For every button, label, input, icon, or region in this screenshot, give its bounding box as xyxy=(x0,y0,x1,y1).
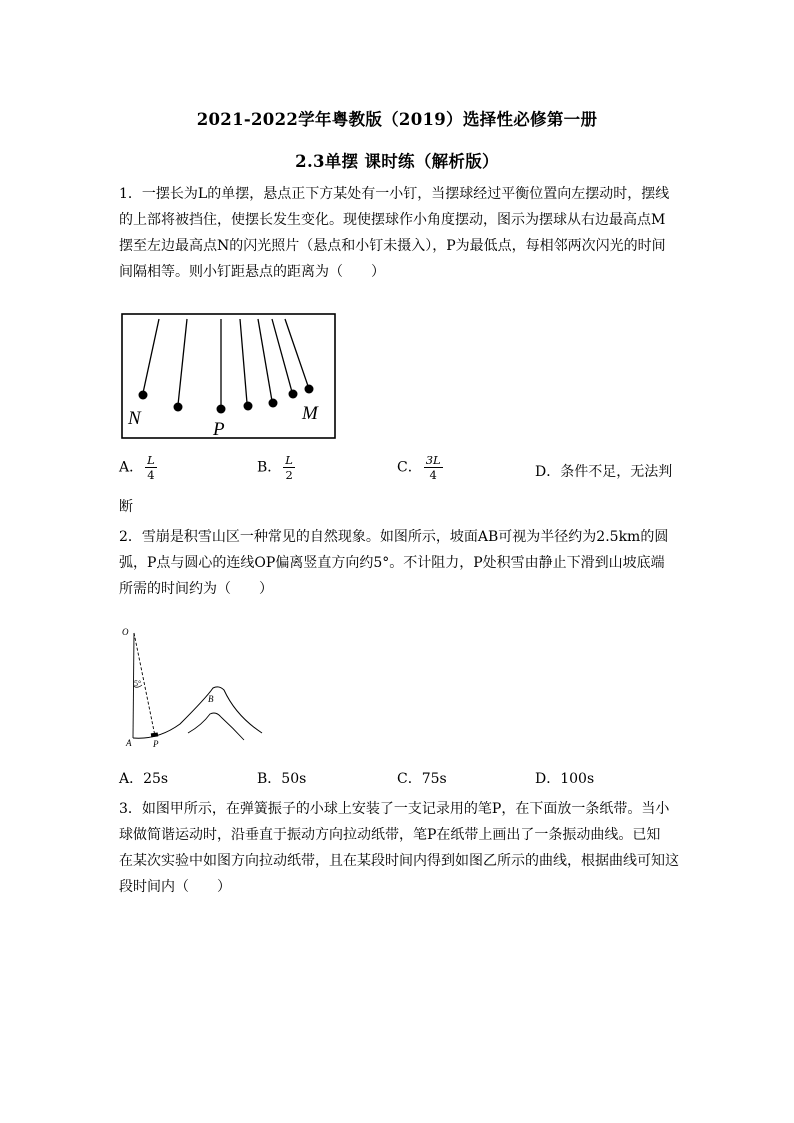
slope-surface xyxy=(133,687,262,738)
label-p: P xyxy=(153,739,159,749)
option-b[interactable]: B． $\frac{L}{2}$ xyxy=(257,453,293,482)
question-1-line: 间隔相等。则小钉距悬点的距离为（ ） xyxy=(119,264,385,280)
fraction: $\frac{L}{4}$ xyxy=(147,453,155,482)
pendulum-bob xyxy=(269,399,278,408)
label-p: P xyxy=(213,419,225,440)
option-c[interactable]: C． $\frac{3L}{4}$ xyxy=(397,453,441,482)
question-1-line: 1．一摆长为L的单摆，悬点正下方某处有一小钉，当摆球经过平衡位置向左摆动时，摆线 xyxy=(119,186,670,202)
label-a: A xyxy=(126,738,132,748)
label-o: O xyxy=(122,627,129,637)
question-1-line: 的上部将被挡住，使摆长发生变化。现使摆球作小角度摆动，图示为摆球从右边最高点M xyxy=(119,212,666,228)
question-2-line: 所需的时间约为（ ） xyxy=(119,581,273,597)
pendulum-bob xyxy=(217,405,226,414)
pendulum-figure xyxy=(120,312,338,440)
pendulum-bob xyxy=(289,390,298,399)
question-1 xyxy=(119,181,679,285)
fraction: $\frac{3L}{4}$ xyxy=(425,453,441,482)
question-3-line: 在某次实验中如图方向拉动纸带，且在某段时间内得到如图乙所示的曲线，根据曲线可知这 xyxy=(119,853,679,869)
pendulum-bob xyxy=(305,385,314,394)
pendulum-string xyxy=(240,319,247,403)
option-d[interactable]: D．条件不足，无法判 xyxy=(535,464,673,480)
pendulum-string xyxy=(178,319,187,405)
label-angle: 5° xyxy=(134,679,142,688)
question-2-line: 弧，P点与圆心的连线OP偏离竖直方向约5°。不计阻力，P处积雪由静止下滑到山坡底端 xyxy=(119,555,665,571)
document-subtitle: 2.3单摆 课时练（解析版） xyxy=(295,152,499,171)
question-2 xyxy=(119,524,679,602)
option-c[interactable]: C．75s xyxy=(397,771,447,787)
option-a[interactable]: A． $\frac{L}{4}$ xyxy=(119,453,155,482)
fraction: $\frac{L}{2}$ xyxy=(285,453,293,482)
pendulum-string xyxy=(143,319,159,393)
option-a[interactable]: A．25s xyxy=(119,771,169,787)
option-d[interactable]: D．100s xyxy=(535,771,595,787)
avalanche-figure xyxy=(118,622,268,752)
pendulum-bob xyxy=(244,402,253,411)
label-b: B xyxy=(208,694,214,704)
question-3 xyxy=(119,796,679,900)
snow-block xyxy=(151,732,158,737)
question-3-line: 段时间内（ ） xyxy=(119,879,231,895)
question-2-line: 2．雪崩是积雪山区一种常见的自然现象。如图所示，坡面AB可视为半径约为2.5km的圆 xyxy=(119,529,669,545)
pendulum-bob xyxy=(139,391,148,400)
option-d-continuation: 断 xyxy=(119,499,133,515)
question-1-line: 摆至左边最高点N的闪光照片（悬点和小钉未摄入），P为最低点，每相邻两次闪光的时间 xyxy=(119,238,666,254)
pendulum-bob xyxy=(174,403,183,412)
pendulum-string xyxy=(285,319,308,386)
question-3-line: 球做简谐运动时，沿垂直于振动方向拉动纸带，笔P在纸带上画出了一条振动曲线。已知 xyxy=(119,827,661,843)
label-m: M xyxy=(302,403,318,424)
option-b[interactable]: B．50s xyxy=(257,771,307,787)
document-title: 2021-2022学年粤教版（2019）选择性必修第一册 xyxy=(196,110,598,129)
pendulum-string xyxy=(258,319,272,401)
label-n: N xyxy=(128,408,141,429)
slope-lower-contour xyxy=(188,713,244,740)
question-3-line: 3．如图甲所示，在弹簧振子的小球上安装了一支记录用的笔P，在下面放一条纸带。当小 xyxy=(119,801,670,817)
